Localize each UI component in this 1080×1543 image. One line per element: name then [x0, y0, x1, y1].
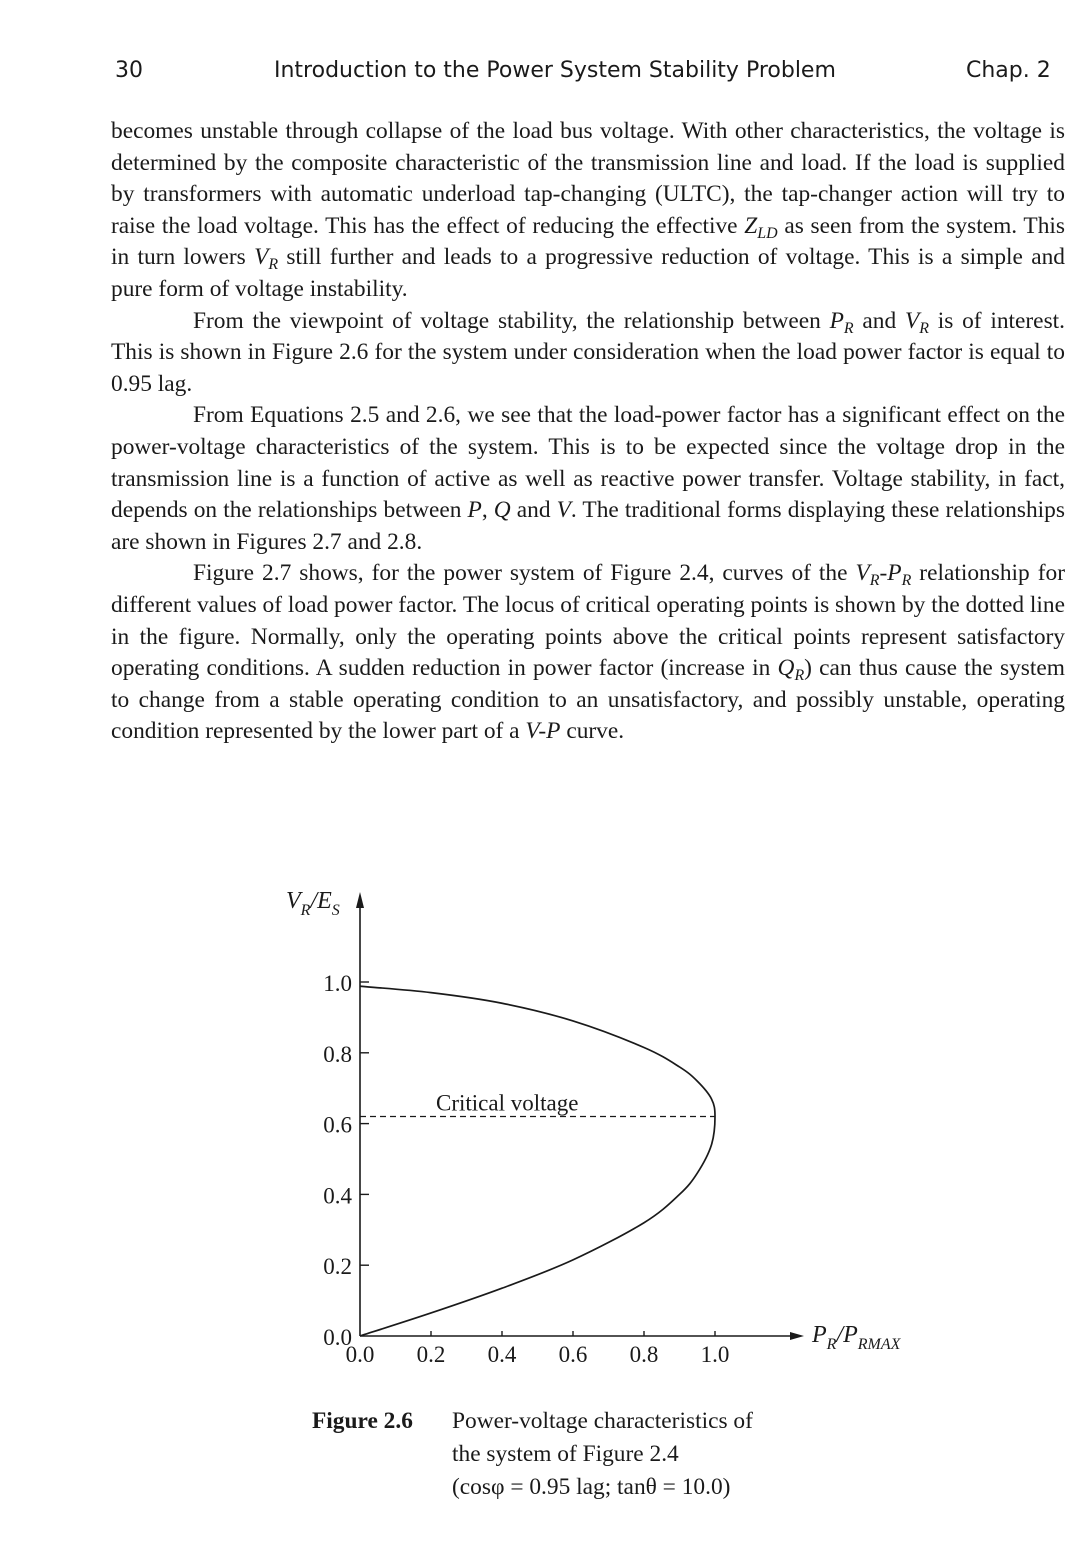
body-text — [111, 116, 1065, 748]
symbol-vr: $V_R$ — [904, 307, 929, 337]
symbol-p: P — [467, 497, 482, 524]
text-run: relationship for different values of load power factor. The locus of critical operating points is shown by the dotted line in the figure. Normally, only the operating points above the critical points represent satisfactory operating conditions. A sudden reduction in power factor (increase in — [111, 560, 1066, 682]
chapter-label: Chap. 2 — [966, 58, 1051, 83]
symbol-vr: $V_R$ — [855, 560, 880, 590]
text-run: becomes unstable through collapse of the load bus voltage. With other characteristics, the voltage is determined by the composite characteristic of the transmission line and load. If the load is supplied by transformers with automatic underload tap-changing (ULTC), the tap-changer action will try to raise the load voltage. This has the effect of reducing the effective — [111, 118, 1065, 239]
y-axis-label: $V_R/E_S$ — [286, 888, 340, 919]
text-run: , — [481, 497, 494, 524]
symbol-pr: $P_R$ — [829, 307, 854, 337]
x-tick-label: 0.2 — [416, 1342, 446, 1367]
page-header — [0, 58, 1080, 92]
y-tick-label: 0.0 — [323, 1325, 352, 1350]
y-tick-label: 0.8 — [323, 1041, 352, 1067]
x-tick-label: 0.4 — [487, 1342, 517, 1367]
caption-line-2: the system of Figure 2.4 — [452, 1441, 679, 1467]
symbol-qr: $Q_R$ — [777, 655, 805, 685]
symbol-pr: $P_R$ — [887, 560, 912, 590]
page-number: 30 — [115, 58, 143, 83]
text-run: . The traditional forms displaying these relationships are shown in Figures 2.7 and 2.8. — [111, 497, 1065, 555]
symbol-vp: V-P — [525, 718, 561, 745]
symbol-q: Q — [493, 497, 511, 524]
critical-voltage-label: Critical voltage — [436, 1090, 579, 1116]
y-axis-arrow — [356, 892, 364, 908]
x-axis-label: $P_R/P_{RMAX}$ — [812, 1322, 901, 1353]
x-axis-arrow — [790, 1332, 804, 1340]
x-tick-label: 0.6 — [558, 1342, 588, 1367]
symbol-v: V — [556, 497, 571, 524]
text-run: is of interest. This is shown in Figure 2.6 for the system under consideration when the load power factor is equal to 0.95 lag. — [111, 307, 1066, 397]
caption-line-3: (cosφ = 0.95 lag; tanθ = 10.0) — [452, 1474, 731, 1500]
text-run: From Equations 2.5 and 2.6, we see that the load-power factor has a significant effect on the power-voltage characteristics of the system. This is to be expected since the voltage drop in the transmission line is a function of active as well as reactive power transfer. Voltage stability, in fact, depends on the relationships between — [111, 402, 1065, 524]
text-run: Figure 2.7 shows, for the power system of Figure 2.4, curves of the — [193, 560, 856, 587]
pv-curve — [360, 986, 715, 1336]
text-run: From the viewpoint of voltage stability, the relationship between — [193, 307, 830, 334]
x-tick-label: 0.8 — [629, 1342, 659, 1367]
text-run: as seen from the system. This in turn lowers — [111, 212, 1065, 271]
paragraph-2 — [111, 306, 1065, 401]
text-run: ) can thus cause the system to change from a stable operating condition to an unsatisfactory, and possibly unstable, operating condition represented by the lower part of a — [111, 655, 1065, 745]
paragraph-3 — [111, 400, 1065, 558]
caption-line-1: Power-voltage characteristics of — [452, 1408, 753, 1434]
paragraph-1 — [111, 116, 1065, 306]
x-tick-label: 1.0 — [700, 1342, 730, 1367]
y-tick-label: 1.0 — [323, 971, 352, 996]
y-tick-label: 0.6 — [323, 1112, 352, 1138]
symbol-vr: $V_R$ — [254, 244, 279, 274]
y-tick-label: 0.2 — [323, 1254, 352, 1280]
text-run: curve. — [560, 718, 625, 745]
caption-label: Figure 2.6 — [312, 1408, 413, 1434]
y-tick-label: 0.4 — [323, 1183, 352, 1209]
text-run: still further and leads to a progressive reduction of voltage. This is a simple and pure form of voltage instability. — [111, 244, 1065, 302]
text-run: and — [853, 307, 905, 334]
paragraph-4: Figure 2.7 shows, for the power system of Figure 2.4, curves of the $V_R-P_R$ relationship for different values of load power factor. The locus of critical operating points is shown by the dotted line in the figure. Normally, only the operating points above the critical points represent satisfactory operating conditions. A sudden reduction in power factor (increase in $Q_R$) can thus cause the system to change from a stable operating condition to an unsatisfactory, and possibly unstable, operating condition represented by the lower part of a V-P curve. — [111, 560, 1066, 745]
text-run: and — [510, 497, 557, 524]
x-tick-label: 0.0 — [345, 1342, 375, 1367]
running-title: Introduction to the Power System Stability Problem — [274, 58, 836, 83]
symbol-z: $Z_{LD}$ — [744, 212, 778, 242]
figure-2-6-chart — [0, 870, 1080, 1390]
